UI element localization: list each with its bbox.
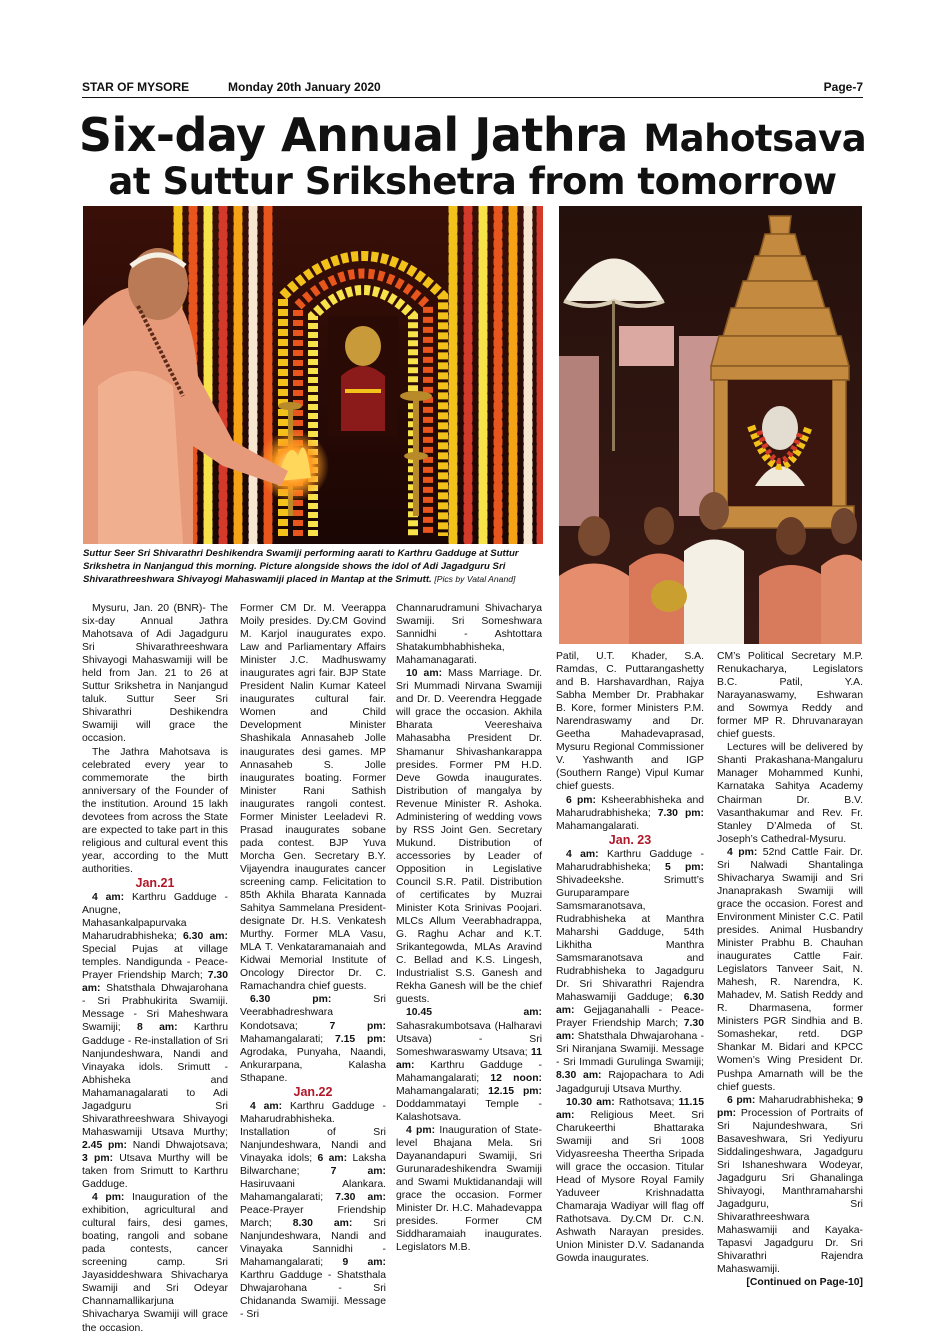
event-text: Utsava Murthy will be taken from Srimutt to Karthru Gadduge.	[82, 1152, 228, 1191]
time-label: 7 pm:	[329, 1020, 386, 1032]
event-text: Sahasrakumbotsava (Halharavi Utsava) - Sri Someshwaraswamy Utsava;	[396, 1020, 542, 1058]
event-text: Shivadeekshe. Srimutt’s Guruparampare Samsmaranotsava, Rudrabhisheka at Manthra Maharshi Gadduge, 54th Likhitha Manthra Samsmaranotsava and Rudrabhisheka to Jagadguru Dr. Sri Shivarathri Rajendra Mahaswamiji Gadduge;	[556, 874, 704, 1004]
day-heading: Jan.21	[135, 875, 175, 890]
time-label: 2.45 pm:	[82, 1139, 128, 1151]
event-text: Shatsthala Dhwajarohana - Sri Niranjana Swamiji. Message - Sri Immadi Gurulinga Swamiji;	[556, 1031, 704, 1069]
paragraph	[240, 993, 386, 1084]
paragraph: Mysuru, Jan. 20 (BNR)- The six-day Annual Jathra Mahotsava of Adi Jagadguru Sri Shivarathreeshwara Shivayogi Mahaswamiji will be held from Jan. 21 to 26 at Suttur Srikshetra in Nanjangud taluk. Suttur Seer Sri Shivarathri Deshikendra Swamiji will grace the occasion.	[82, 603, 228, 745]
photo-caption	[83, 548, 543, 587]
time-label: 5 pm:	[664, 861, 704, 873]
time-label: 10.30 am:	[566, 1096, 615, 1108]
time-label: 8.30 am:	[292, 1218, 353, 1230]
paragraph	[396, 667, 542, 1006]
paragraph	[717, 846, 863, 1094]
time-label: 4 pm:	[92, 1192, 125, 1204]
event-text: Inauguration of State-level Bhajana Mela. Sri Dayanandapuri Swamiji, Sri Gurunaradeshikendra Swamiji and Swami Muktidanandaji will grace the occasion. Former Minister Dr. H.C. Mahadevappa presides. Former CM Siddharamaiah inaugurates. Legislators M.B.	[396, 1124, 542, 1254]
event-text: Mahamangalarati;	[396, 1085, 489, 1097]
paragraph: The Jathra Mahotsava is celebrated every year to commemorate the birth anniversary of the Founder of the institution. Around 15 lakh devotees from across the State are expected to take part in this religious and cultural event this year, according to the Mutt authorities.	[82, 746, 228, 875]
paragraph	[82, 891, 228, 1191]
paragraph: Channarudramuni Shivacharya Swamiji. Sri Someshwara Sannidhi - Ashtottara Shatakumbhabhisheka, Mahamanagarati.	[396, 603, 542, 667]
time-label: 6.30 pm:	[250, 994, 332, 1006]
event-text: Shatsthala Dhwajarohana - Sri Prabhukirita Swamiji. Message - Sri Maheshwara Swamiji;	[82, 983, 228, 1034]
event-text: Doddammatayi Temple - Kalashotsava.	[396, 1098, 542, 1123]
time-label: 12 noon:	[490, 1072, 543, 1084]
paragraph	[396, 1006, 542, 1123]
event-text: Religious Meet. Sri Charukeerthi Bhattaraka Swamiji and Sri 1008 Vidyasreesha Theertha Sripada will grace the occasion. Titular Head of Mysore Royal Family Yaduveer Krishnadatta Chamaraja Wadiyar will flag off Rathotsava. Dy.CM Dr. C.N. Ashwath Narayan presides. Union Minister D.V. Sadananda Gowda inaugurates.	[556, 1109, 704, 1265]
event-text: Karthru Gadduge - Mahamangalarati;	[396, 1059, 542, 1084]
photo-mantap	[559, 206, 862, 644]
event-text: Special Pujas at village temples. Nandigunda - Peace-Prayer Friendship March;	[82, 944, 228, 982]
time-label: 6.30 am:	[556, 992, 704, 1017]
event-text: Laksha Bilwarchane;	[240, 1152, 386, 1177]
article-column-5	[717, 650, 863, 1289]
event-text: Mahamangalarati.	[556, 820, 640, 832]
article-column-2	[240, 602, 386, 1322]
event-text: Maharudrabhisheka;	[755, 1094, 858, 1106]
time-label: 3 pm:	[82, 1152, 114, 1164]
time-label: 7.30 am:	[556, 1018, 704, 1043]
event-text: Karthru Gadduge - Re-installation of Sri Nanjundeshwara, Nandi and Vinayaka idols. Srimutt - Abhisheka and Mahamanagalarati to Adi Jagadguru Sri Shivarathreeshwara Shivayogi Mahaswamiji Utsava Murthy;	[82, 1022, 228, 1138]
time-label: 11 am:	[396, 1046, 542, 1071]
continued-link: [Continued on Page-10]	[746, 1277, 863, 1289]
time-label: 4 am:	[566, 848, 599, 860]
time-label: 9 am:	[342, 1257, 386, 1269]
article-column-3	[396, 602, 542, 1254]
event-text: Gejjaganahalli - Peace-Prayer Friendship March;	[556, 1005, 704, 1030]
event-text: Hasiruvaani Alankara. Mahamangalarati;	[240, 1179, 386, 1204]
time-label: 6.30 am:	[183, 931, 228, 943]
event-text: Sri Nanjundeshwara, Nandi and Vinayaka Sannidhi - Mahamangalarati;	[240, 1218, 386, 1269]
event-text: Karthru Gadduge - Shatsthala Dhwajarohana - Sri Chidananda Swamiji. Message - Sri	[240, 1270, 386, 1321]
paragraph	[717, 1094, 863, 1277]
time-label: 10.45 am:	[406, 1007, 542, 1019]
event-text: Rajopachara to Adi Jagadguruji Utsava Murthy.	[556, 1070, 704, 1095]
event-text: Sri Veerabhadreshwara Kondotsava;	[240, 994, 386, 1032]
event-text: Mass Marriage. Dr. Sri Mummadi Nirvana Swamiji and Dr. D. Veerendra Heggade will grace the occasion. Akhila Bharata Veereshaiva Mahasabha President Dr. Shamanur Shivashankarappa presides. Former PM H.D. Deve Gowda inaugurates. Distribution of mangalya by Revenue Minister R. Ashoka. Administering of wedding vows by RSS Joint Gen. Secretary Mukund. Distribution of accessories by Leader of Opposition in Legislative Council S.R. Patil. Distribution of certificates by Muzrai Minister Kota Srinivas Poojari. MLCs Allum Veerabhadrappa, G. Raghu Achar and K.T. Srikantegowda, MLAs Aravind C. Bellad and K.S. Lingesh, Industrialist S.S. Ganesh and Rekha Ganesh will be the chief guests.	[396, 668, 542, 1006]
event-text: 52nd Cattle Fair. Dr. Sri Nalwadi Shantalinga Shivacharya Swamiji and Sri Jnanaprakash Swamiji will grace the occasion. Forest and Environment Minister C.C. Patil presides. Animal Husbandry Minister Prabhu B. Chauhan inaugurates Cattle Fair. Legislators Tanveer Sait, N. Mahesh, R. Narendra, K. Mahadev, M. Satish Reddy and R. Dharmasena, former Ministers PGR Sindhia and B. Somashekar, retd. DGP Shankar M. Bidari and KPCC Women’s Wing President Dr. Pushpa Amarnath will be the chief guests.	[717, 846, 863, 1093]
time-label: 4 am:	[92, 891, 125, 903]
time-label: 4 pm:	[727, 846, 758, 858]
photo-aarati	[83, 206, 543, 544]
event-text: Rathotsava;	[614, 1096, 679, 1108]
event-text: Nandi Dhwajotsava;	[127, 1139, 229, 1151]
paragraph	[556, 848, 704, 1096]
paragraph	[240, 1100, 386, 1322]
time-label: 4 am:	[250, 1100, 283, 1112]
headline-line-2: at Suttur Srikshetra from tomorrow	[108, 160, 837, 203]
time-label: 4 pm:	[406, 1124, 436, 1136]
time-label: 7 am:	[330, 1165, 386, 1177]
day-heading: Jan. 23	[608, 832, 652, 847]
paragraph	[556, 794, 704, 833]
time-label: 7.30 pm:	[657, 807, 704, 819]
paragraph: Patil, U.T. Khader, S.A. Ramdas, C. Puttarangashetty and B. Harshavardhan, Rajya Sabha Member Dr. Prabhakar B. Kore, former Ministers P.M. Narendraswamy and Dr. Geetha Mahadevaprasad, Mysuru Regional Commissioner V. Yashwanth and IGP (Southern Range) Vipul Kumar chief guests.	[556, 651, 704, 793]
paragraph	[396, 1124, 542, 1254]
event-text: Agrodaka, Punyaha, Naandi, Ankurarpana, Kalasha Sthapane.	[240, 1046, 386, 1084]
headline-part-a: Six-day Annual	[78, 108, 475, 162]
time-label: 6 am:	[317, 1152, 348, 1164]
time-label: 12.15 pm:	[488, 1085, 542, 1097]
headline-part-c: Mahotsava	[643, 117, 867, 160]
paragraph: Former CM Dr. M. Veerappa Moily presides. Dy.CM Govind M. Karjol inaugurates expo. Law and Parliamentary Affairs Minister J.C. Madhuswamy inaugurates agri fair. BJP State President Nalin Kumar Kateel inaugurates cultural fair. Women and Child Development Minister Shashikala Annasaheb Jolle inaugurates desi games. MP Annasaheb S. Jolle inaugurates boating. Former Minister Rani Sathish inaugurates rangoli contest. Former Minister Leeladevi R. Prasad inaugurates sobane pada contest. BJP Yuva Morcha Gen. Secretary B.Y. Vijayendra inaugurates cancer screening camp. Felicitation to 85th Akhila Bharata Kannada Sahitya Sammelana President-designate Dr. H.S. Venkatesh Murthy. Former MLA Vasu, MLA T. Venkataramanaiah and Kidwai Memorial Institute of Oncology Director Dr. C. Ramachandra chief guests.	[240, 603, 386, 993]
paragraph	[82, 1191, 228, 1335]
time-label: 6 pm:	[727, 1094, 756, 1106]
caption-text: Suttur Seer Sri Shivarathri Deshikendra Swamiji performing aarati to Karthru Gadduge at Suttur Srikshetra in Nanjangud this morning. Picture alongside shows the idol of Adi Jagadguru Sri Shivarathreeshwara Shivayogi Mahaswamiji placed in Mantap at the Srimutt.	[83, 548, 519, 585]
page-number: Page-7	[823, 80, 863, 94]
photo-credit: [Pics by Vatal Anand]	[434, 574, 516, 584]
headline-line-1	[60, 108, 885, 162]
issue-date: Monday 20th January 2020	[228, 80, 381, 94]
paragraph: CM’s Political Secretary M.P. Renukacharya, Legislators B.C. Patil, Y.A. Narayanaswamy, Eshwaran and Sowmya Reddy and former MP R. Dhruvanarayan chief guests.	[717, 651, 863, 741]
time-label: 7.15 pm:	[334, 1033, 386, 1045]
event-text: Procession of Portraits of Sri Najundeshwara, Sri Basaveshwara, Sri Yediyuru Siddalingeshwara, Jagadguru Sri Ishaneshwara Wodeyar, Jagadguru Sri Ghanalinga Shivayogi, Manthramaharshi Jagadguru, Sri Shivarathreeshwara Mahaswamiji and Kayaka-Tapasvi Jagadguru Dr. Sri Shivarathri Rajendra Mahaswamiji.	[717, 1107, 863, 1276]
event-text: Mahamangalarati;	[240, 1033, 335, 1045]
time-label: 9 pm:	[717, 1094, 863, 1119]
event-text: Karthru Gadduge - Maharudrabhisheka. Installation of Sri Nanjundeshwara, Nandi and Vinayaka idols;	[240, 1100, 386, 1164]
headline-part-b: Jathra	[474, 108, 644, 162]
time-label: 10 am:	[406, 668, 443, 680]
time-label: 11.15 am:	[556, 1096, 704, 1121]
time-label: 6 pm:	[566, 794, 597, 806]
day-heading: Jan.22	[293, 1084, 333, 1099]
paper-name: STAR OF MYSORE	[82, 80, 190, 94]
article-column-4	[556, 650, 704, 1265]
paragraph: Lectures will be delivered by Shanti Prakashana-Mangaluru Manager Mohammed Kunhi, Karnataka Sahitya Academy Chairman Dr. B.V. Vasanthakumar and Rev. Fr. Stanley D’Almeda of St. Joseph’s Cathedral-Mysuru.	[717, 742, 863, 845]
masthead	[82, 78, 863, 98]
event-text: Karthru Gadduge - Maharudrabhisheka;	[556, 848, 704, 873]
time-label: 8.30 am:	[556, 1070, 602, 1082]
time-label: 8 am:	[137, 1022, 178, 1034]
time-label: 7.30 am:	[82, 970, 228, 995]
event-text: Karthru Gadduge - Anugne, Mahasankalpapurvaka Maharudrabhisheka;	[82, 891, 228, 943]
article-column-1	[82, 602, 228, 1335]
time-label: 7.30 am:	[335, 1192, 386, 1204]
event-text: Inauguration of the exhibition, agricultural and cultural fairs, desi games, boating, rangoli and sobane pada contests, cancer screening camp. Sri Jayasiddeshwara Shivacharya Swamiji and Sri Odeyar Channamallikarjuna Shivacharya Swamiji will grace the occasion.	[82, 1192, 229, 1334]
paragraph	[556, 1096, 704, 1266]
event-text: Peace-Prayer Friendship March;	[240, 1205, 386, 1230]
event-text: Ksheerabhisheka and Maharudrabhisheka;	[556, 794, 705, 819]
